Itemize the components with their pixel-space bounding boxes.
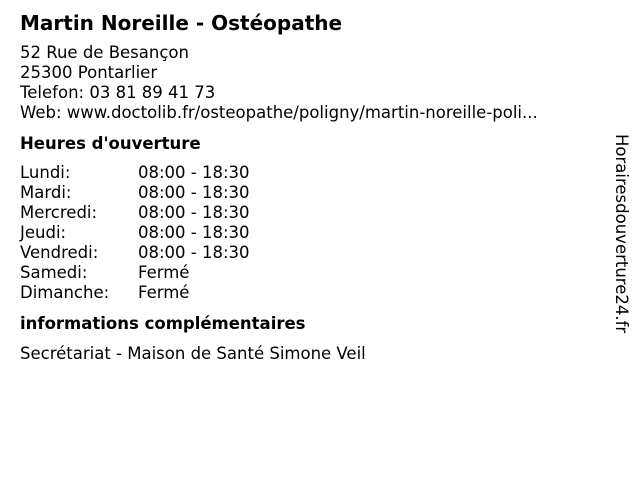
opening-hours-heading: Heures d'ouverture bbox=[20, 134, 201, 153]
address-street: 52 Rue de Besançon bbox=[20, 43, 189, 62]
hours-row-saturday bbox=[20, 263, 605, 283]
day-hours: Fermé bbox=[138, 263, 190, 282]
business-card bbox=[20, 9, 605, 364]
day-label: Samedi: bbox=[20, 263, 88, 282]
additional-info-text: Secrétariat - Maison de Santé Simone Veil bbox=[20, 344, 366, 363]
day-label: Mardi: bbox=[20, 183, 72, 202]
site-watermark: Horairesdouverture24.fr bbox=[612, 134, 631, 334]
hours-row-sunday bbox=[20, 283, 605, 303]
additional-info-heading: informations complémentaires bbox=[20, 314, 306, 333]
website-link[interactable]: Web: www.doctolib.fr/osteopathe/poligny/martin-noreille-poli... bbox=[20, 103, 538, 122]
address-city: 25300 Pontarlier bbox=[20, 63, 158, 82]
day-hours: Fermé bbox=[138, 283, 190, 302]
day-label: Lundi: bbox=[20, 163, 71, 182]
day-hours: 08:00 - 18:30 bbox=[138, 243, 250, 262]
opening-hours-list bbox=[20, 163, 605, 303]
day-label: Jeudi: bbox=[20, 223, 67, 242]
hours-row-wednesday bbox=[20, 203, 605, 223]
hours-row-friday bbox=[20, 243, 605, 263]
day-hours: 08:00 - 18:30 bbox=[138, 223, 250, 242]
day-hours: 08:00 - 18:30 bbox=[138, 203, 250, 222]
day-hours: 08:00 - 18:30 bbox=[138, 183, 250, 202]
business-name: Martin Noreille - Ostéopathe bbox=[20, 11, 343, 35]
hours-row-tuesday bbox=[20, 183, 605, 203]
hours-row-monday bbox=[20, 163, 605, 183]
phone-number: Telefon: 03 81 89 41 73 bbox=[20, 83, 216, 102]
day-hours: 08:00 - 18:30 bbox=[138, 163, 250, 182]
hours-row-thursday bbox=[20, 223, 605, 243]
day-label: Vendredi: bbox=[20, 243, 99, 262]
day-label: Mercredi: bbox=[20, 203, 98, 222]
day-label: Dimanche: bbox=[20, 283, 110, 302]
